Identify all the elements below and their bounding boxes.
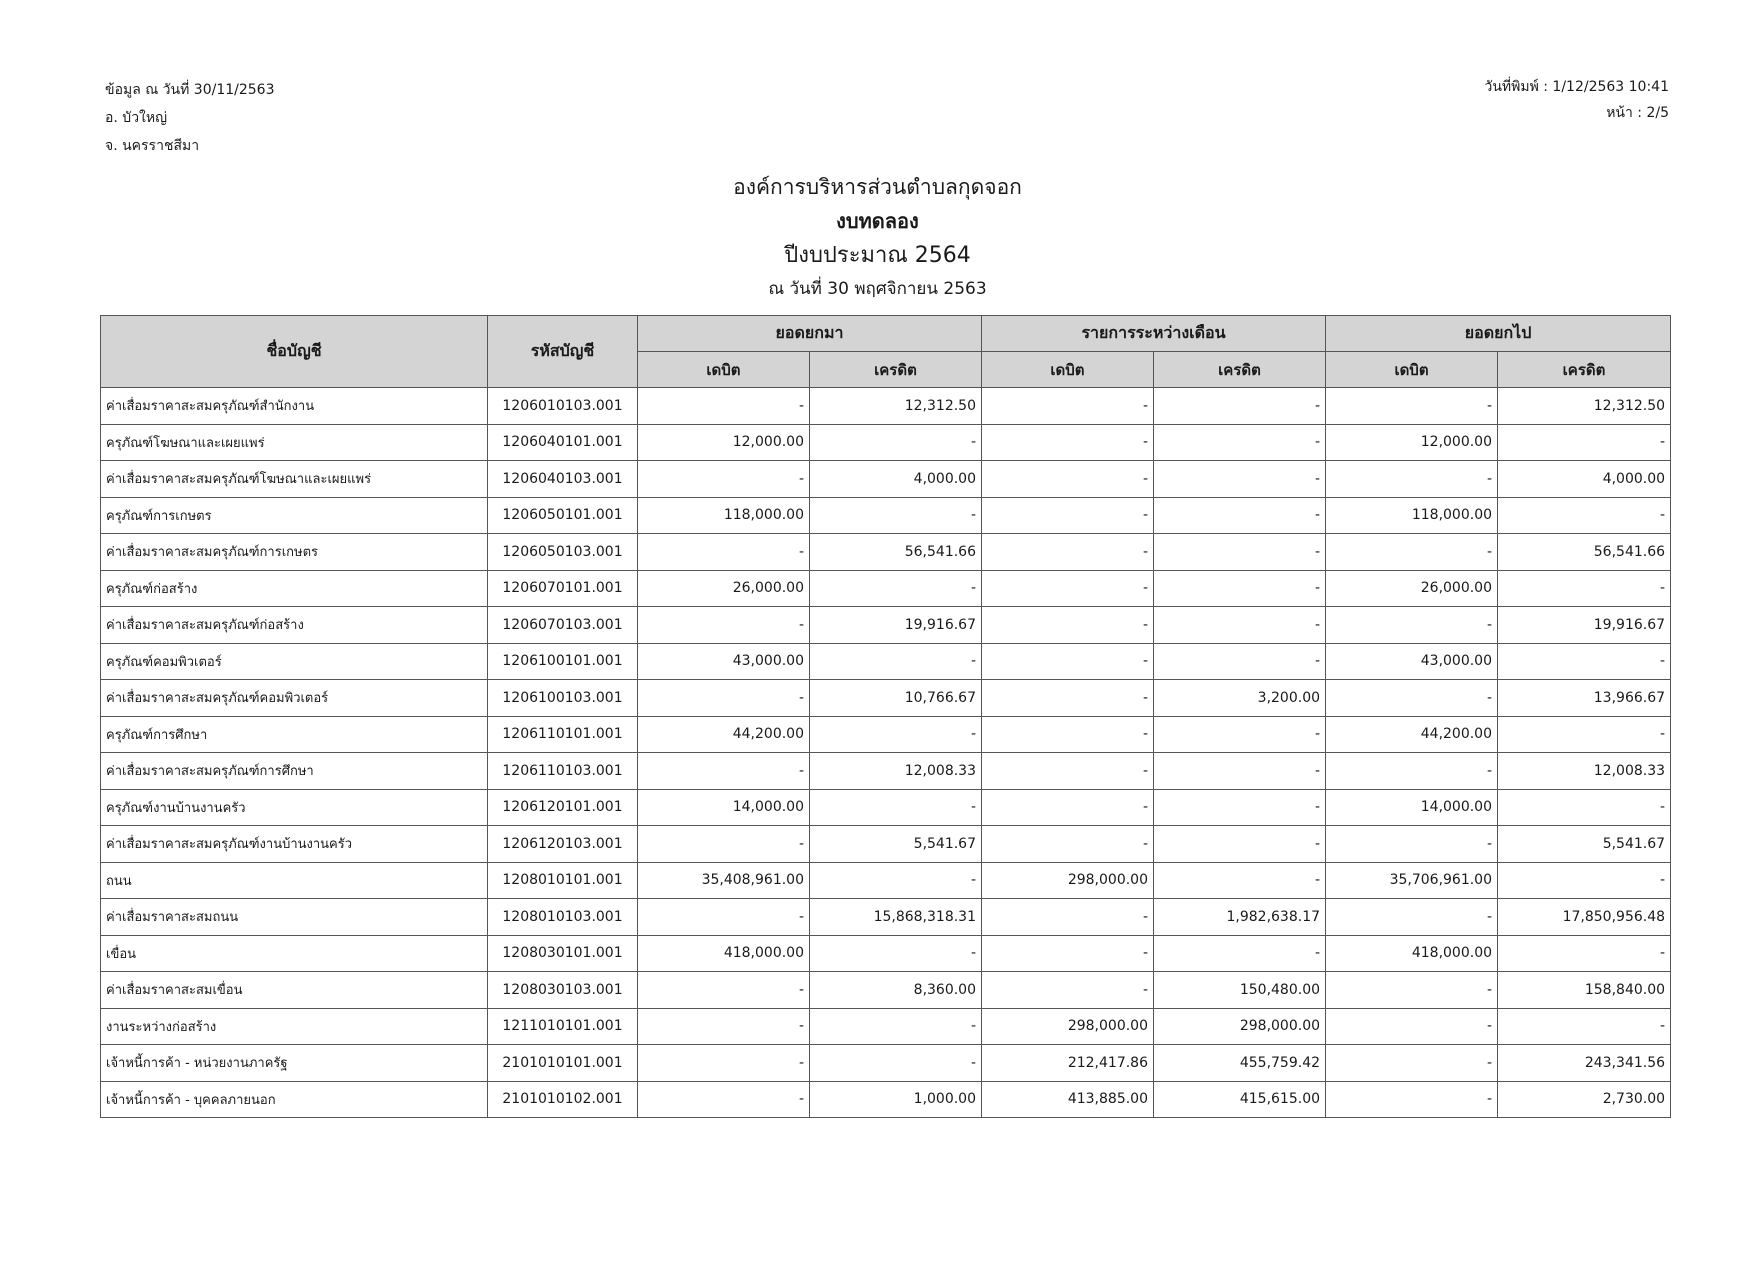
closing-debit-value: -	[1326, 899, 1498, 936]
closing-credit-value: 4,000.00	[1498, 461, 1671, 498]
account-code: 1208010101.001	[488, 862, 638, 899]
account-code: 1206070103.001	[488, 607, 638, 644]
opening-credit-value: 1,000.00	[810, 1081, 982, 1118]
during-credit-value: -	[1154, 461, 1326, 498]
opening-credit-value: 5,541.67	[810, 826, 982, 863]
during-debit-value: -	[982, 424, 1154, 461]
table-row	[101, 935, 1671, 972]
closing-credit-value: 12,008.33	[1498, 753, 1671, 790]
header-closing-debit: เดบิต	[1326, 352, 1498, 388]
table-row	[101, 972, 1671, 1009]
during-credit-value: -	[1154, 716, 1326, 753]
closing-debit-value: 43,000.00	[1326, 643, 1498, 680]
table-row	[101, 534, 1671, 571]
closing-debit-value: -	[1326, 753, 1498, 790]
during-credit-value: -	[1154, 789, 1326, 826]
during-credit-value: 3,200.00	[1154, 680, 1326, 717]
opening-credit-value: -	[810, 862, 982, 899]
table-row	[101, 388, 1671, 425]
opening-debit-value: 418,000.00	[638, 935, 810, 972]
opening-credit-value: -	[810, 935, 982, 972]
account-name: ค่าเสื่อมราคาสะสมครุภัณฑ์งานบ้านงานครัว	[101, 826, 488, 863]
opening-debit-value: -	[638, 972, 810, 1009]
during-debit-value: -	[982, 899, 1154, 936]
account-code: 2101010101.001	[488, 1045, 638, 1082]
opening-credit-value: -	[810, 643, 982, 680]
header-opening-balance: ยอดยกมา	[638, 316, 982, 352]
account-name: ครุภัณฑ์การเกษตร	[101, 497, 488, 534]
header-opening-debit: เดบิต	[638, 352, 810, 388]
during-debit-value: -	[982, 753, 1154, 790]
table-row	[101, 1081, 1671, 1118]
document-title: งบทดลอง	[836, 209, 919, 233]
account-name: ครุภัณฑ์งานบ้านงานครัว	[101, 789, 488, 826]
opening-credit-value: 8,360.00	[810, 972, 982, 1009]
account-name: ค่าเสื่อมราคาสะสมครุภัณฑ์คอมพิวเตอร์	[101, 680, 488, 717]
header-closing-balance: ยอดยกไป	[1326, 316, 1671, 352]
during-credit-value: 298,000.00	[1154, 1008, 1326, 1045]
closing-debit-value: -	[1326, 1045, 1498, 1082]
opening-debit-value: -	[638, 753, 810, 790]
during-credit-value: -	[1154, 753, 1326, 790]
closing-debit-value: -	[1326, 680, 1498, 717]
account-code: 1206110101.001	[488, 716, 638, 753]
table-row	[101, 643, 1671, 680]
table-row	[101, 461, 1671, 498]
opening-debit-value: -	[638, 826, 810, 863]
during-debit-value: -	[982, 935, 1154, 972]
during-credit-value: -	[1154, 607, 1326, 644]
account-name: เจ้าหนี้การค้า - หน่วยงานภาครัฐ	[101, 1045, 488, 1082]
closing-credit-value: 2,730.00	[1498, 1081, 1671, 1118]
closing-debit-value: 118,000.00	[1326, 497, 1498, 534]
opening-credit-value: 10,766.67	[810, 680, 982, 717]
report-date: ณ วันที่ 30 พฤศจิกายน 2563	[768, 279, 987, 299]
opening-debit-value: -	[638, 607, 810, 644]
closing-credit-value: 158,840.00	[1498, 972, 1671, 1009]
account-code: 1206120103.001	[488, 826, 638, 863]
during-credit-value: -	[1154, 424, 1326, 461]
during-debit-value: -	[982, 826, 1154, 863]
account-code: 1206050101.001	[488, 497, 638, 534]
account-name: ครุภัณฑ์โฆษณาและเผยแพร่	[101, 424, 488, 461]
during-debit-value: 212,417.86	[982, 1045, 1154, 1082]
opening-debit-value: -	[638, 899, 810, 936]
account-name: ค่าเสื่อมราคาสะสมครุภัณฑ์ก่อสร้าง	[101, 607, 488, 644]
during-credit-value: -	[1154, 862, 1326, 899]
opening-debit-value: 35,408,961.00	[638, 862, 810, 899]
closing-credit-value: 56,541.66	[1498, 534, 1671, 571]
during-credit-value: 1,982,638.17	[1154, 899, 1326, 936]
during-debit-value: 298,000.00	[982, 862, 1154, 899]
during-credit-value: -	[1154, 643, 1326, 680]
during-debit-value: -	[982, 607, 1154, 644]
closing-debit-value: -	[1326, 972, 1498, 1009]
table-row	[101, 826, 1671, 863]
account-name: ค่าเสื่อมราคาสะสมครุภัณฑ์การเกษตร	[101, 534, 488, 571]
header-during-credit: เครดิต	[1154, 352, 1326, 388]
closing-debit-value: -	[1326, 607, 1498, 644]
table-row	[101, 716, 1671, 753]
closing-debit-value: 14,000.00	[1326, 789, 1498, 826]
closing-debit-value: 44,200.00	[1326, 716, 1498, 753]
account-name: ครุภัณฑ์ก่อสร้าง	[101, 570, 488, 607]
during-credit-value: -	[1154, 534, 1326, 571]
closing-credit-value: 243,341.56	[1498, 1045, 1671, 1082]
opening-debit-value: 14,000.00	[638, 789, 810, 826]
account-code: 1208030101.001	[488, 935, 638, 972]
during-credit-value: -	[1154, 570, 1326, 607]
table-row	[101, 753, 1671, 790]
account-code: 1206040101.001	[488, 424, 638, 461]
opening-credit-value: -	[810, 570, 982, 607]
closing-credit-value: -	[1498, 497, 1671, 534]
district: อ. บัวใหญ่	[105, 110, 168, 126]
account-name: ค่าเสื่อมราคาสะสมครุภัณฑ์การศึกษา	[101, 753, 488, 790]
account-code: 1206050103.001	[488, 534, 638, 571]
closing-debit-value: -	[1326, 826, 1498, 863]
closing-debit-value: -	[1326, 388, 1498, 425]
opening-credit-value: 56,541.66	[810, 534, 982, 571]
closing-debit-value: 12,000.00	[1326, 424, 1498, 461]
closing-debit-value: -	[1326, 461, 1498, 498]
closing-credit-value: 19,916.67	[1498, 607, 1671, 644]
account-code: 1208010103.001	[488, 899, 638, 936]
account-code: 1206040103.001	[488, 461, 638, 498]
during-debit-value: -	[982, 716, 1154, 753]
account-name: ค่าเสื่อมราคาสะสมเขื่อน	[101, 972, 488, 1009]
closing-debit-value: -	[1326, 1081, 1498, 1118]
opening-debit-value: -	[638, 388, 810, 425]
print-meta	[1484, 74, 1669, 126]
fiscal-year: ปีงบประมาณ 2564	[784, 243, 971, 268]
opening-debit-value: 43,000.00	[638, 643, 810, 680]
during-credit-value: -	[1154, 497, 1326, 534]
closing-debit-value: -	[1326, 534, 1498, 571]
header-account-code: รหัสบัญชี	[488, 316, 638, 388]
opening-debit-value: 118,000.00	[638, 497, 810, 534]
during-debit-value: 298,000.00	[982, 1008, 1154, 1045]
during-credit-value: -	[1154, 826, 1326, 863]
closing-debit-value: -	[1326, 1008, 1498, 1045]
account-code: 1206100101.001	[488, 643, 638, 680]
trial-balance-table	[100, 315, 1671, 1118]
table-row	[101, 424, 1671, 461]
table-row	[101, 1045, 1671, 1082]
closing-credit-value: -	[1498, 862, 1671, 899]
opening-credit-value: 12,008.33	[810, 753, 982, 790]
opening-debit-value: -	[638, 1008, 810, 1045]
table-row	[101, 899, 1671, 936]
account-name: ถนน	[101, 862, 488, 899]
header-account-name: ชื่อบัญชี	[101, 316, 488, 388]
account-name: เขื่อน	[101, 935, 488, 972]
closing-credit-value: -	[1498, 570, 1671, 607]
header-during-debit: เดบิต	[982, 352, 1154, 388]
opening-credit-value: 12,312.50	[810, 388, 982, 425]
table-row	[101, 570, 1671, 607]
closing-credit-value: -	[1498, 424, 1671, 461]
during-debit-value: -	[982, 643, 1154, 680]
during-debit-value: -	[982, 570, 1154, 607]
as-of-date: ข้อมูล ณ วันที่ 30/11/2563	[105, 82, 275, 98]
during-credit-value: -	[1154, 935, 1326, 972]
table-row	[101, 497, 1671, 534]
closing-credit-value: -	[1498, 789, 1671, 826]
opening-debit-value: 44,200.00	[638, 716, 810, 753]
account-code: 1206120101.001	[488, 789, 638, 826]
closing-credit-value: 5,541.67	[1498, 826, 1671, 863]
table-row	[101, 607, 1671, 644]
closing-debit-value: 26,000.00	[1326, 570, 1498, 607]
header-during-month: รายการระหว่างเดือน	[982, 316, 1326, 352]
header-opening-credit: เครดิต	[810, 352, 982, 388]
during-credit-value: -	[1154, 388, 1326, 425]
account-name: ครุภัณฑ์การศึกษา	[101, 716, 488, 753]
closing-credit-value: -	[1498, 935, 1671, 972]
during-debit-value: -	[982, 461, 1154, 498]
report-titles	[0, 170, 1755, 304]
account-name: ค่าเสื่อมราคาสะสมถนน	[101, 899, 488, 936]
during-debit-value: -	[982, 497, 1154, 534]
closing-credit-value: -	[1498, 643, 1671, 680]
account-name: งานระหว่างก่อสร้าง	[101, 1008, 488, 1045]
opening-credit-value: 19,916.67	[810, 607, 982, 644]
table-row	[101, 789, 1671, 826]
account-code: 1206070101.001	[488, 570, 638, 607]
during-credit-value: 150,480.00	[1154, 972, 1326, 1009]
opening-debit-value: -	[638, 680, 810, 717]
closing-debit-value: 418,000.00	[1326, 935, 1498, 972]
account-name: เจ้าหนี้การค้า - บุคคลภายนอก	[101, 1081, 488, 1118]
during-debit-value: -	[982, 388, 1154, 425]
opening-credit-value: -	[810, 424, 982, 461]
account-name: ครุภัณฑ์คอมพิวเตอร์	[101, 643, 488, 680]
header-closing-credit: เครดิต	[1498, 352, 1671, 388]
during-debit-value: -	[982, 534, 1154, 571]
closing-credit-value: -	[1498, 1008, 1671, 1045]
during-credit-value: 455,759.42	[1154, 1045, 1326, 1082]
account-code: 1208030103.001	[488, 972, 638, 1009]
opening-debit-value: -	[638, 534, 810, 571]
during-debit-value: -	[982, 789, 1154, 826]
opening-debit-value: -	[638, 461, 810, 498]
account-code: 1206010103.001	[488, 388, 638, 425]
report-meta	[105, 76, 274, 160]
opening-credit-value: -	[810, 716, 982, 753]
account-name: ค่าเสื่อมราคาสะสมครุภัณฑ์สำนักงาน	[101, 388, 488, 425]
account-code: 1206100103.001	[488, 680, 638, 717]
opening-debit-value: 26,000.00	[638, 570, 810, 607]
closing-credit-value: 13,966.67	[1498, 680, 1671, 717]
closing-credit-value: -	[1498, 716, 1671, 753]
closing-debit-value: 35,706,961.00	[1326, 862, 1498, 899]
table-row	[101, 680, 1671, 717]
account-name: ค่าเสื่อมราคาสะสมครุภัณฑ์โฆษณาและเผยแพร่	[101, 461, 488, 498]
opening-credit-value: 15,868,318.31	[810, 899, 982, 936]
account-code: 2101010102.001	[488, 1081, 638, 1118]
opening-credit-value: -	[810, 789, 982, 826]
opening-credit-value: 4,000.00	[810, 461, 982, 498]
page-number: หน้า : 2/5	[1606, 105, 1669, 121]
table-row	[101, 1008, 1671, 1045]
account-code: 1206110103.001	[488, 753, 638, 790]
closing-credit-value: 12,312.50	[1498, 388, 1671, 425]
opening-debit-value: -	[638, 1045, 810, 1082]
during-debit-value: 413,885.00	[982, 1081, 1154, 1118]
opening-debit-value: 12,000.00	[638, 424, 810, 461]
during-credit-value: 415,615.00	[1154, 1081, 1326, 1118]
opening-credit-value: -	[810, 1008, 982, 1045]
table-row	[101, 862, 1671, 899]
account-code: 1211010101.001	[488, 1008, 638, 1045]
province: จ. นครราชสีมา	[105, 138, 200, 154]
opening-debit-value: -	[638, 1081, 810, 1118]
during-debit-value: -	[982, 680, 1154, 717]
during-debit-value: -	[982, 972, 1154, 1009]
opening-credit-value: -	[810, 497, 982, 534]
closing-credit-value: 17,850,956.48	[1498, 899, 1671, 936]
opening-credit-value: -	[810, 1045, 982, 1082]
print-date: วันที่พิมพ์ : 1/12/2563 10:41	[1484, 79, 1669, 95]
organization-name: องค์การบริหารส่วนตำบลกุดจอก	[733, 175, 1022, 199]
table-body	[101, 388, 1671, 1118]
